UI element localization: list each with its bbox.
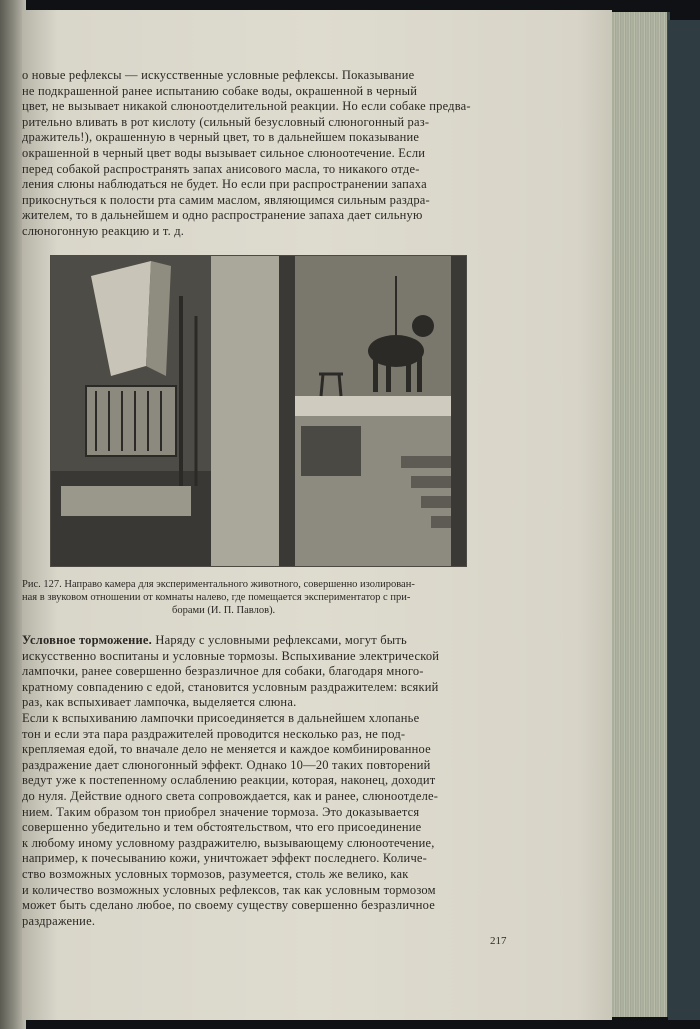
caption-line: ная в звуковом отношении от комнаты налево, где помещается экспериментатор с при- [22, 592, 411, 603]
text-line: жителем, то в дальнейшем и одно распространение запаха дает сильную [22, 208, 423, 223]
text-line: перед собакой распространять запах анисового масла, то никакого отде- [22, 161, 420, 176]
text-line: к любому иному условному раздражителю, вызывающему слюноотечение, [22, 835, 435, 850]
text-line: крепляемая едой, то вначале дело не меняется и каждое комбинированное [22, 742, 431, 757]
caption-line: Рис. 127. Направо камера для экспериментального животного, совершенно изолирован- [22, 579, 415, 590]
text-line: рительно вливать в рот кислоту (сильный безусловный слюногонный раз- [22, 114, 430, 129]
text-line: дражитель!), окрашенную в черный цвет, то в дальнейшем показывание [22, 130, 420, 145]
text-line: может быть сделано любое, по своему существу совершенно безразличное [22, 898, 435, 913]
text-line: до нуля. Действие одного света сопровождается, как и ранее, слюноотделе- [22, 788, 439, 803]
lab-illustration [51, 256, 466, 566]
text-line: цвет, не вызывает никакой слюноотделительной реакции. Но если собаке предва- [22, 99, 471, 114]
text-line: лампочки, ранее совершенно безразличное для собаки, благодаря много- [22, 664, 424, 679]
pavlov-lab-photo [50, 255, 467, 567]
text-line: искусственно воспитаны и условные тормозы. Вспыхивание электрической [22, 648, 440, 663]
text-line: прикоснуться к полости рта самим маслом, являющимся сильным раздра- [22, 192, 430, 207]
text-line: Если к вспыхиванию лампочки присоединяется в дальнейшем хлопанье [22, 710, 420, 725]
text-line: окрашенной в черный цвет воды вызывает сильное слюноотечение. Если [22, 145, 426, 160]
section-heading: Условное торможение. [22, 633, 153, 647]
heading-continuation: Наряду с условными рефлексами, могут быть [152, 633, 407, 647]
main-paragraph [22, 633, 520, 929]
text-line: раздражение дает слюногонный эффект. Однако 10—20 таких повторений [22, 757, 431, 772]
book-page [22, 10, 612, 1020]
text-line: и количество возможных условных рефлексов, так как условным тормозом [22, 882, 436, 897]
text-line: раздражение. [22, 913, 96, 928]
text-line: ство возможных условных тормозов, разумеется, столь же велико, как [22, 866, 409, 881]
figure-caption [22, 578, 520, 617]
top-paragraph [22, 68, 520, 240]
text-line [22, 633, 520, 649]
page-number: 217 [490, 935, 507, 947]
caption-line: борами (И. П. Павлов). [172, 605, 276, 616]
text-line: нием. Таким образом тон приобрел значение тормоза. Это доказывается [22, 804, 420, 819]
book-cover [668, 20, 700, 1020]
text-line: ведут уже к постепенному ослаблению реакции, которая, наконец, доходит [22, 773, 436, 788]
text-line: раз, как вспыхивает лампочка, выделяется слюна. [22, 695, 297, 710]
text-line: слюногонную реакцию и т. д. [22, 223, 185, 238]
text-line: ления слюны наблюдаться не будет. Но если при распространении запаха [22, 177, 427, 192]
text-line: о новые рефлексы — искусственные условные рефлексы. Показывание [22, 68, 415, 82]
text-line: совершенно убедительно и тем обстоятельством, что его присоединение [22, 820, 422, 835]
text-line: тон и если эта пара раздражителей проводится несколько раз, не под- [22, 726, 406, 741]
text-line: не подкрашенной ранее испытанию собаке воды, окрашенной в черный [22, 83, 418, 98]
page-stack-edge [605, 12, 670, 1017]
text-line: кратному совпадению с едой, становится условным раздражителем: всякий [22, 679, 439, 694]
text-line: например, к почесыванию кожи, уничтожает эффект последнего. Количе- [22, 851, 428, 866]
